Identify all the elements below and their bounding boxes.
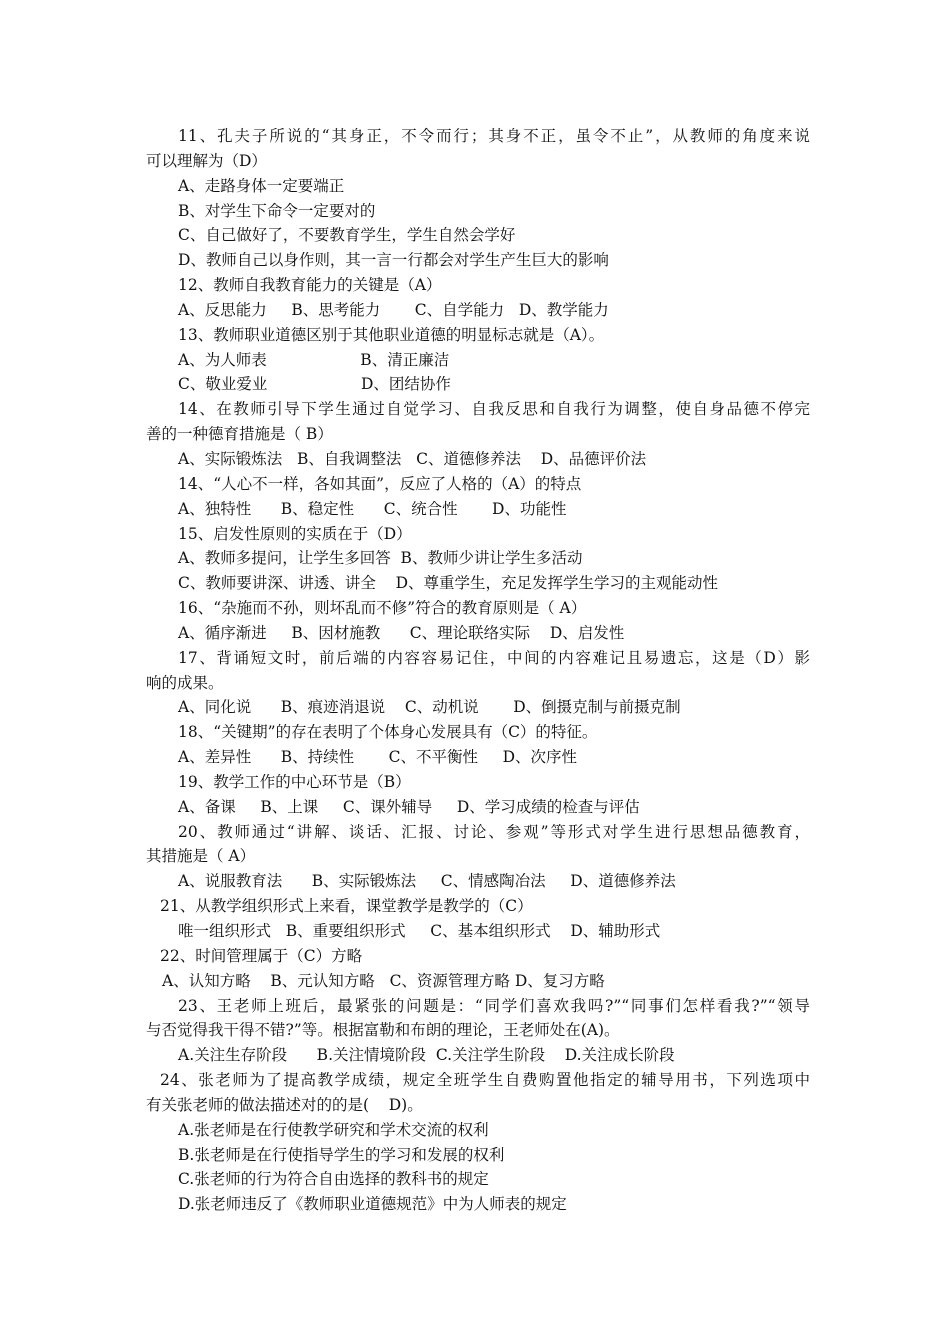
text-line: 善的一种德育措施是（ B） (146, 425, 333, 444)
text-line: A、认知方略 B、元认知方略 C、资源管理方略 D、复习方略 (162, 971, 605, 990)
text-line: D、教师自己以身作则，其一言一行都会对学生产生巨大的影响 (178, 251, 609, 270)
text-line: C、教师要讲深、讲透、讲全 D、尊重学生，充足发挥学生学习的主观能动性 (178, 574, 718, 593)
text-line: A、反思能力 B、思考能力 C、自学能力 D、教学能力 (178, 300, 609, 319)
text-line: A、说服教育法 B、实际锻炼法 C、情感陶冶法 D、道德修养法 (178, 872, 676, 891)
text-line: 21、从教学组织形式上来看，课堂教学是教学的（C） (160, 897, 533, 916)
text-line: 17、背诵短文时，前后端的内容容易记住，中间的内容难记且易遗忘，这是（D）影 (178, 648, 810, 667)
document-body (146, 124, 810, 1217)
text-line: A.张老师是在行使教学研究和学术交流的权利 (178, 1120, 489, 1139)
text-line: 有关张老师的做法描述对的的是( D)。 (146, 1095, 423, 1114)
text-line: 14、在教师引导下学生通过自觉学习、自我反思和自我行为调整，使自身品德不停完 (178, 400, 810, 419)
text-line: A、独特性 B、稳定性 C、统合性 D、功能性 (178, 499, 567, 518)
text-line: A、备课 B、上课 C、课外辅导 D、学习成绩的检查与评估 (178, 797, 640, 816)
text-line: 11、孔夫子所说的“其身正，不令而行；其身不正，虽令不止”，从教师的角度来说 (178, 127, 810, 145)
text-line: 18、“关键期”的存在表明了个体身心发展具有（C）的特征。 (178, 723, 598, 742)
text-line: 14、“人心不一样，各如其面”，反应了人格的（A）的特点 (178, 474, 582, 493)
text-line: 其措施是（ A） (146, 847, 256, 866)
text-line: C.张老师的行为符合自由选择的教科书的规定 (178, 1170, 489, 1189)
text-line: A、同化说 B、痕迹消退说 C、动机说 D、倒摄克制与前摄克制 (178, 698, 681, 717)
text-line: 响的成果。 (146, 673, 224, 692)
text-line: A、为人师表 B、清正廉洁 (178, 350, 450, 369)
text-line: 与否觉得我干得不错?”等。根据富勒和布朗的理论，王老师处在(A)。 (146, 1021, 620, 1040)
text-line: 可以理解为（D） (146, 151, 267, 170)
text-line: A、走路身体一定要端正 (178, 176, 345, 195)
text-line: 23、王老师上班后，最紧张的问题是：“同学们喜欢我吗?”“同事们怎样看我?”“领导 (178, 996, 810, 1015)
text-line: 19、教学工作的中心环节是（B） (178, 772, 411, 791)
text-line: 12、教师自我教育能力的关键是（A） (178, 276, 442, 295)
text-line: 唯一组织形式 B、重要组织形式 C、基本组织形式 D、辅助形式 (178, 922, 661, 940)
text-line: A、教师多提问，让学生多回答 B、教师少讲让学生多活动 (178, 549, 583, 568)
text-line: A、差异性 B、持续性 C、不平衡性 D、次序性 (178, 748, 578, 767)
text-line: 16、“杂施而不孙，则坏乱而不修”符合的教育原则是（ A） (178, 599, 587, 618)
text-line: B.张老师是在行使指导学生的学习和发展的权利 (178, 1145, 505, 1164)
text-line: A、循序渐进 B、因材施教 C、理论联络实际 D、启发性 (178, 623, 625, 642)
text-line: 15、启发性原则的实质在于（D） (178, 524, 412, 543)
text-line: C、敬业爱业 D、团结协作 (178, 375, 451, 394)
text-line: B、对学生下命令一定要对的 (178, 201, 376, 220)
text-line: 22、时间管理属于（C）方略 (160, 946, 363, 965)
text-line: 20、教师通过“讲解、谈话、汇报、讨论、参观”等形式对学生进行思想品德教育， (178, 822, 810, 841)
text-line: A.关注生存阶段 B.关注情境阶段 C.关注学生阶段 D.关注成长阶段 (178, 1046, 675, 1065)
text-line: C、自己做好了，不要教育学生，学生自然会学好 (178, 226, 516, 245)
text-line: D.张老师违反了《教师职业道德规范》中为人师表的规定 (178, 1195, 567, 1214)
text-line: 24、张老师为了提高教学成绩，规定全班学生自费购置他指定的辅导用书，下列选项中 (160, 1071, 810, 1090)
text-line: 13、教师职业道德区别于其他职业道德的明显标志就是（A）。 (178, 325, 605, 344)
text-line: A、实际锻炼法 B、自我调整法 C、道德修养法 D、品德评价法 (178, 449, 647, 468)
